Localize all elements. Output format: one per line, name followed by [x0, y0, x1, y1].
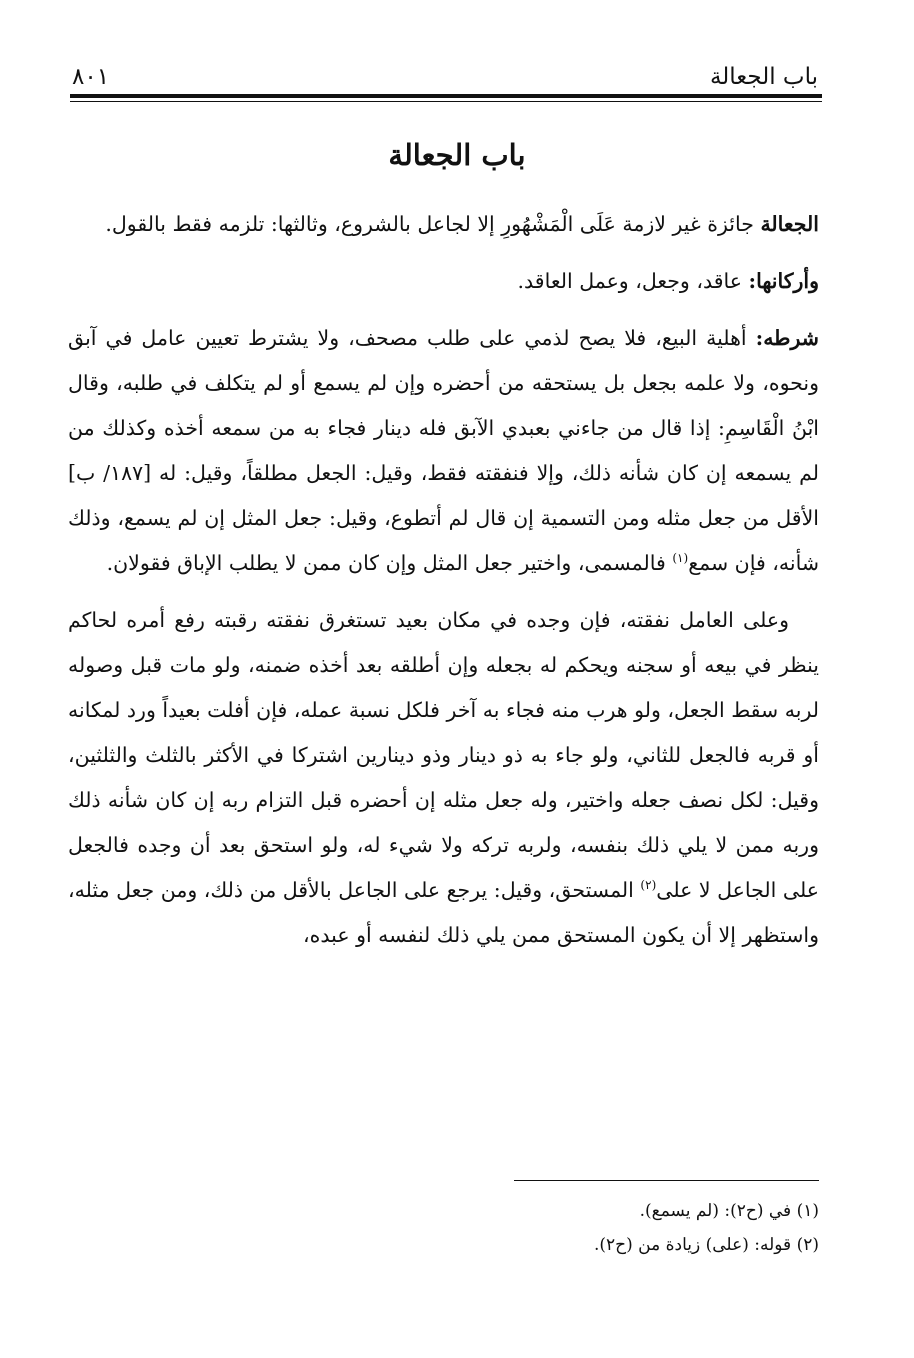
footnote-item: (٢) قوله: (على) زيادة من (ح٢).	[593, 1235, 819, 1255]
paragraph-text: عاقد، وجعل، وعمل العاقد.	[517, 269, 749, 293]
paragraph-condition	[68, 316, 819, 586]
footnote-item: (١) في (ح٢): (لم يسمع).	[639, 1201, 819, 1221]
running-header	[72, 50, 818, 90]
paragraph-text-continued: المستحق، وقيل: يرجع على الجاعل بالأقل من ذلك، ومن جعل مثله، واستظهر إلا أن يكون المستحق ممن يلي ذلك لنفسه أو عبده،	[68, 878, 819, 947]
paragraph-lead: الجعالة	[760, 212, 819, 236]
paragraph-lead: وأركانها:	[748, 269, 819, 293]
paragraph-text-continued: فالمسمى، واختير جعل المثل وإن كان ممن لا يطلب الإباق فقولان.	[106, 551, 673, 575]
body-text	[68, 202, 819, 958]
footnote-separator	[514, 1180, 819, 1181]
paragraph-pillars	[68, 259, 819, 304]
running-header-chapter: باب الجعالة	[709, 64, 818, 90]
paragraph-text: أهلية البيع، فلا يصح لذمي على طلب مصحف، ولا يشترط تعيين عامل في آبق ونحوه، ولا علمه بجعل بل يستحقه من أحضره وإن لم يسمع أو لم يتكلف في طلبه، وقال ابْنُ الْقَاسِمِ: إذا قال من جاءني بعبدي الآبق فله دينار فجاء به من سمعه أخذه وكذلك من لم يسمعه إن كان شأنه ذلك، وإلا فنفقته فقط، وقيل: الجعل مطلقاً، وقيل: له [١٨٧/ ب] الأقل من جعل مثله ومن التسمية إن قال لم أتطوع، وقيل: جعل المثل إن لم يسمع، وذلك شأنه، فإن سمع	[68, 326, 819, 575]
header-rule-thick	[70, 94, 822, 98]
header-rule-thin	[70, 101, 822, 102]
footnotes	[68, 1194, 819, 1262]
footnote-marker: (١)	[672, 551, 689, 566]
paragraph-text: وعلى العامل نفقته، فإن وجده في مكان بعيد تستغرق نفقته رقبته رفع أمره لحاكم ينظر في بيعه أو سجنه ويحكم له بجعله وإن أطلقه بعد أخذه ضمنه، ولو مات قبل وصوله لربه سقط الجعل، ولو هرب منه فجاء به آخر فلكل نسبة عمله، فإن أفلت بعيداً ورد لمكانه أو قربه فالجعل للثاني، ولو جاء به ذو دينار وذو دينارين اشتركا في الأكثر بالثلث والثلثين، وقيل: لكل نصف جعله واختير، وله جعل مثله إن أحضره قبل التزام ربه إن كان شأنه ذلك وربه ممن لا يلي ذلك بنفسه، ولربه تركه ولا شيء له، ولو استحق بعد أن وجده فالجعل على الجاعل لا على	[68, 608, 819, 902]
page-number: ٨٠١	[72, 64, 110, 90]
paragraph-definition	[68, 202, 819, 247]
chapter-title: باب الجعالة	[388, 138, 526, 172]
paragraph-text: جائزة غير لازمة عَلَى الْمَشْهُورِ إلا لجاعل بالشروع، وثالثها: تلزمه فقط بالقول.	[105, 212, 761, 236]
paragraph-worker	[68, 598, 819, 958]
footnote-marker: (٢)	[640, 878, 657, 893]
paragraph-lead: شرطه:	[755, 326, 819, 350]
